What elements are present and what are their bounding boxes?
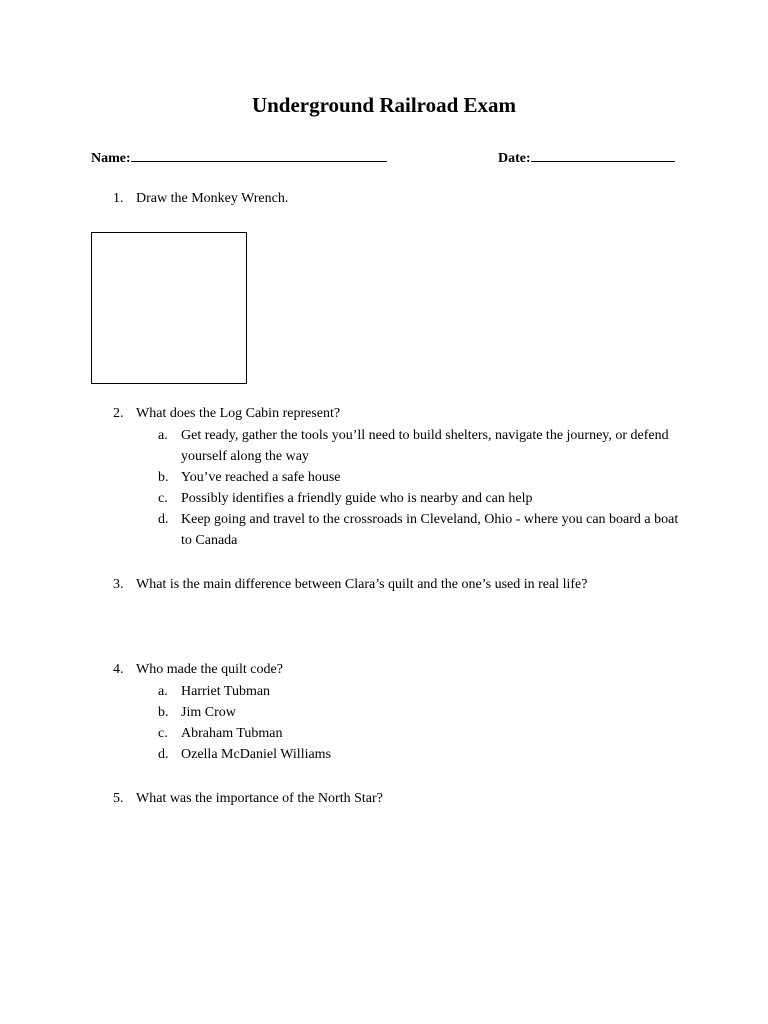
question-text: What was the importance of the North Star? (136, 791, 383, 806)
question-4 (113, 659, 283, 680)
answer-option[interactable] (158, 723, 688, 744)
answer-option[interactable] (158, 467, 688, 488)
option-text: Get ready, gather the tools you’ll need to build shelters, navigate the journey, or defend yourself along the way (181, 428, 669, 464)
name-blank-line[interactable] (131, 147, 387, 162)
question-2-options (158, 425, 688, 551)
answer-option[interactable] (158, 488, 688, 509)
date-field[interactable] (498, 147, 675, 167)
question-3 (113, 574, 587, 595)
option-letter: a. (158, 428, 168, 443)
option-text: Jim Crow (181, 705, 236, 720)
option-text: You’ve reached a safe house (181, 470, 341, 485)
option-letter: d. (158, 512, 169, 527)
option-letter: c. (158, 491, 168, 506)
name-field[interactable] (91, 147, 387, 167)
option-letter: a. (158, 684, 168, 699)
page-title: Underground Railroad Exam (251, 93, 517, 117)
drawing-box[interactable] (91, 232, 247, 384)
question-5 (113, 788, 383, 809)
option-letter: b. (158, 470, 169, 485)
answer-option[interactable] (158, 702, 688, 723)
date-label: Date: (498, 151, 531, 166)
answer-option[interactable] (158, 681, 688, 702)
option-text: Ozella McDaniel Williams (181, 747, 332, 762)
question-number: 3. (113, 577, 124, 592)
answer-option[interactable] (158, 744, 688, 765)
option-letter: c. (158, 726, 168, 741)
question-4-options (158, 681, 688, 765)
question-2 (113, 403, 340, 424)
question-text: What does the Log Cabin represent? (136, 406, 341, 421)
option-letter: d. (158, 747, 169, 762)
question-text: What is the main difference between Clara’s quilt and the one’s used in real life? (136, 577, 588, 592)
question-number: 2. (113, 406, 124, 421)
option-text: Abraham Tubman (181, 726, 283, 741)
date-blank-line[interactable] (531, 147, 675, 162)
question-text: Draw the Monkey Wrench. (136, 191, 289, 206)
question-1 (113, 188, 288, 209)
answer-option[interactable] (158, 425, 688, 467)
option-text: Keep going and travel to the crossroads in Cleveland, Ohio - where you can board a boat to Canada (181, 512, 679, 548)
answer-option[interactable] (158, 509, 688, 551)
question-number: 5. (113, 791, 124, 806)
option-letter: b. (158, 705, 169, 720)
question-text: Who made the quilt code? (136, 662, 283, 677)
question-number: 1. (113, 191, 124, 206)
name-label: Name: (91, 151, 131, 166)
option-text: Possibly identifies a friendly guide who is nearby and can help (181, 491, 533, 506)
question-number: 4. (113, 662, 124, 677)
option-text: Harriet Tubman (181, 684, 271, 699)
